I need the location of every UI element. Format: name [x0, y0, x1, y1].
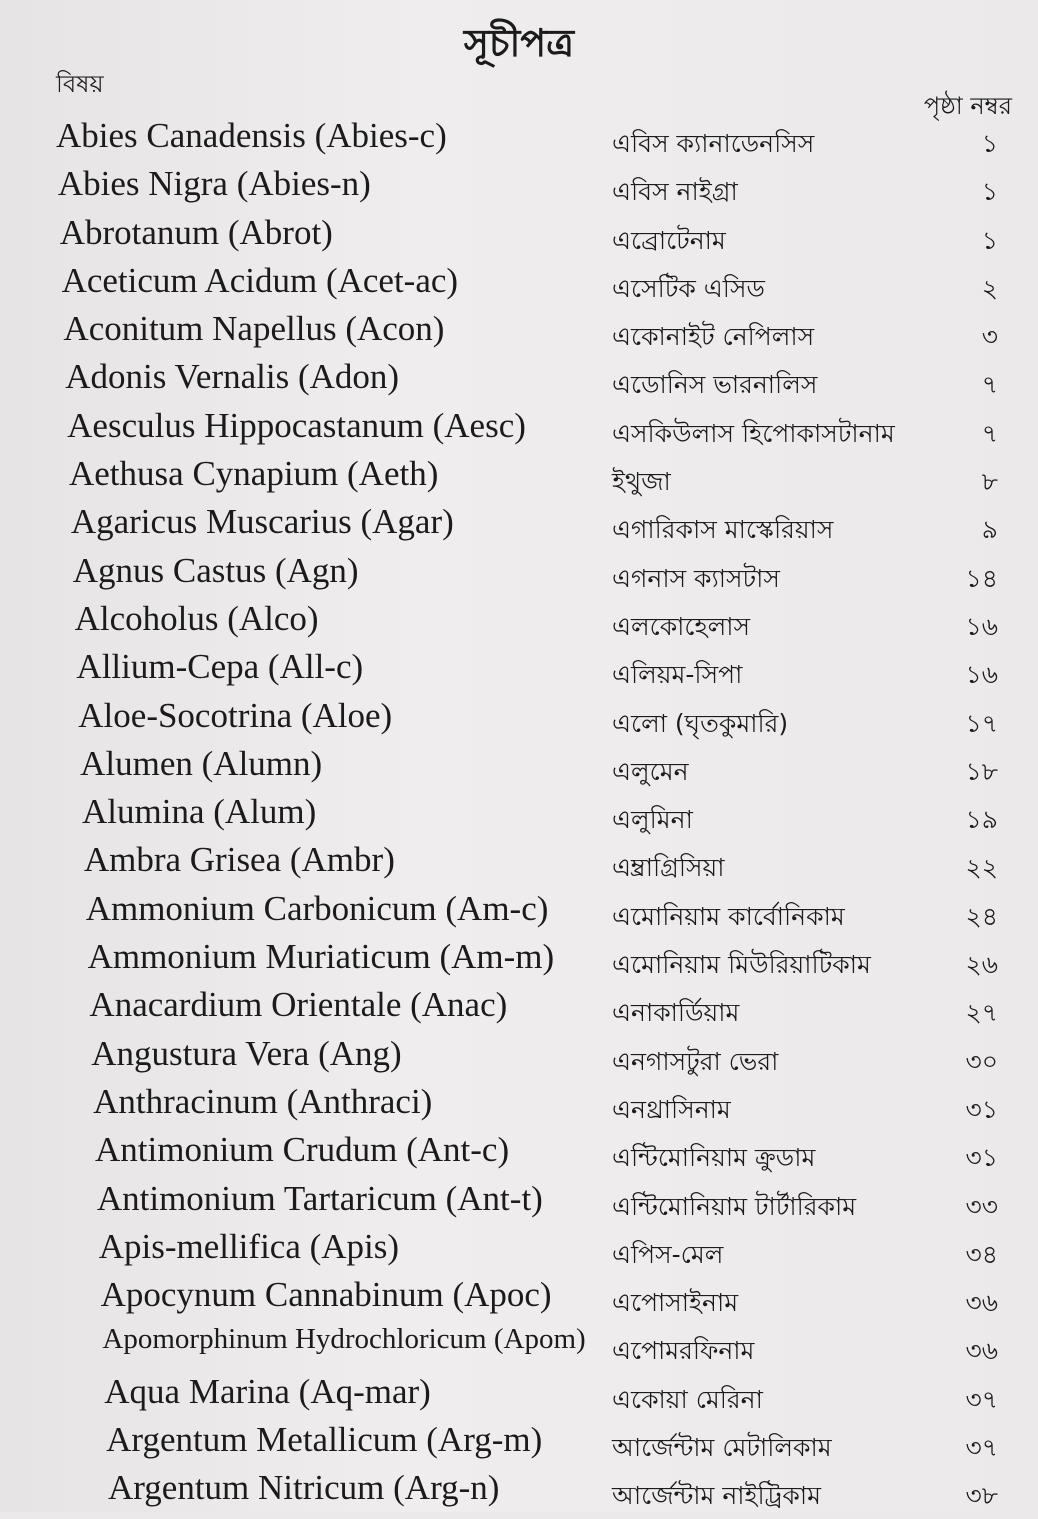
- entry-english-name: Ambra Grisea (Ambr): [83, 840, 395, 880]
- entry-bengali-name: এনথ্রাসিনাম: [612, 1094, 731, 1124]
- toc-entry: [0, 547, 1038, 595]
- entry-bengali-name: এবিস নাইগ্রা: [612, 177, 738, 207]
- entry-bengali-name: একোয়া মেরিনা: [612, 1384, 763, 1414]
- entry-page-number: ৩১: [965, 1094, 998, 1124]
- entry-bengali-name: এন্টিমোনিয়াম টার্টারিকাম: [612, 1191, 857, 1221]
- entry-page-number: ৩৩: [965, 1191, 998, 1221]
- toc-entry: [0, 981, 1038, 1029]
- table-of-contents: [0, 112, 1038, 1513]
- toc-entry: [0, 450, 1038, 498]
- entry-page-number: ২৭: [965, 998, 998, 1028]
- entry-page-number: ৯: [981, 515, 998, 545]
- entry-bengali-name: এম্ব্রাগ্রিসিয়া: [612, 853, 725, 883]
- entry-english-name: Ammonium Muriaticum (Am-m): [87, 937, 555, 977]
- entry-bengali-name: এব্রোটেনাম: [612, 225, 726, 255]
- entry-english-name: Adonis Vernalis (Adon): [65, 357, 400, 397]
- entry-english-name: Aceticum Acidum (Acet-ac): [61, 260, 459, 300]
- entry-bengali-name: এমোনিয়াম কার্বোনিকাম: [612, 901, 845, 931]
- toc-entry: [0, 1223, 1038, 1271]
- entry-english-name: Aesculus Hippocastanum (Aesc): [67, 405, 526, 445]
- page-title: সূচীপত্র: [463, 21, 575, 65]
- toc-entry: [0, 836, 1038, 884]
- entry-english-name: Alcoholus (Alco): [74, 598, 319, 638]
- entry-page-number: ২: [981, 273, 998, 303]
- entry-bengali-name: একোনাইট নেপিলাস: [612, 322, 815, 352]
- entry-page-number: ২৬: [965, 950, 998, 980]
- entry-page-number: ৮: [981, 467, 998, 497]
- toc-entry: [0, 353, 1038, 401]
- entry-bengali-name: এপোমরফিনাম: [612, 1336, 755, 1366]
- entry-english-name: Aloe-Socotrina (Aloe): [78, 695, 393, 735]
- toc-entry: [0, 595, 1038, 643]
- entry-page-number: ৩৮: [965, 1481, 998, 1511]
- entry-bengali-name: এবিস ক্যানাডেনসিস: [612, 129, 815, 158]
- entry-bengali-name: এন্টিমোনিয়াম ক্রুডাম: [612, 1143, 816, 1173]
- toc-entry: [0, 1416, 1038, 1464]
- entry-page-number: ৩৭: [965, 1384, 998, 1414]
- toc-entry: [0, 933, 1038, 981]
- entry-english-name: Agnus Castus (Agn): [72, 550, 359, 590]
- entry-english-name: Abies Nigra (Abies-n): [57, 164, 371, 204]
- toc-entry: [0, 1078, 1038, 1126]
- entry-bengali-name: এমোনিয়াম মিউরিয়াটিকাম: [612, 950, 871, 980]
- entry-english-name: Alumen (Alumn): [80, 743, 323, 783]
- entry-english-name: Aqua Marina (Aq-mar): [104, 1371, 431, 1411]
- entry-page-number: ৭: [981, 370, 998, 400]
- entry-english-name: Abrotanum (Abrot): [59, 212, 333, 252]
- entry-bengali-name: এলুমিনা: [612, 805, 693, 835]
- entry-page-number: ১৬: [965, 660, 998, 690]
- entry-page-number: ১৭: [965, 708, 998, 738]
- entry-bengali-name: আর্জেন্টাম নাইট্রিকাম: [612, 1481, 822, 1511]
- entry-english-name: Argentum Metallicum (Arg-m): [106, 1420, 543, 1460]
- entry-bengali-name: ইথুজা: [612, 467, 671, 497]
- toc-entry: [0, 498, 1038, 546]
- toc-entry: [0, 257, 1038, 305]
- toc-entry: [0, 112, 1038, 160]
- entry-english-name: Argentum Nitricum (Arg-n): [108, 1468, 500, 1508]
- entry-english-name: Antimonium Crudum (Ant-c): [95, 1130, 510, 1170]
- entry-bengali-name: এপিস-মেল: [612, 1239, 724, 1269]
- entry-page-number: ১: [981, 177, 998, 207]
- entry-english-name: Anthracinum (Anthraci): [93, 1081, 433, 1121]
- entry-bengali-name: আর্জেন্টাম মেটালিকাম: [612, 1433, 832, 1463]
- entry-bengali-name: এডোনিস ভারনালিস: [612, 370, 818, 400]
- entry-bengali-name: এসেটিক এসিড: [612, 273, 765, 303]
- entry-page-number: ৩৬: [965, 1336, 998, 1366]
- toc-entry: [0, 1271, 1038, 1319]
- toc-entry: [0, 1175, 1038, 1223]
- entry-english-name: Allium-Cepa (All-c): [76, 647, 364, 687]
- entry-english-name: Apis-mellifica (Apis): [98, 1226, 400, 1266]
- entry-english-name: Antimonium Tartaricum (Ant-t): [96, 1178, 543, 1218]
- toc-entry: [0, 1368, 1038, 1416]
- toc-entry: [0, 643, 1038, 691]
- entry-english-name: Apocynum Cannabinum (Apoc): [100, 1275, 552, 1315]
- entry-page-number: ৩০: [965, 1046, 998, 1076]
- entry-english-name: Ammonium Carbonicum (Am-c): [85, 888, 549, 928]
- toc-entry: [0, 692, 1038, 740]
- entry-english-name: Aethusa Cynapium (Aeth): [69, 454, 439, 494]
- toc-entry: [0, 788, 1038, 836]
- entry-bengali-name: এনগাসটুরা ভেরা: [612, 1046, 779, 1076]
- entry-english-name: Anacardium Orientale (Anac): [89, 985, 508, 1025]
- toc-entry: [0, 1464, 1038, 1512]
- entry-bengali-name: এলুমেন: [612, 756, 689, 786]
- entry-bengali-name: এলকোহেলাস: [612, 611, 751, 641]
- entry-bengali-name: এসকিউলাস হিপোকাসটানাম: [612, 418, 895, 448]
- entry-page-number: ১: [981, 129, 998, 158]
- toc-entry: [0, 885, 1038, 933]
- entry-page-number: ১৯: [965, 805, 998, 835]
- entry-page-number: ২৪: [965, 901, 998, 931]
- entry-page-number: ৩৪: [965, 1239, 998, 1269]
- toc-entry: [0, 305, 1038, 353]
- entry-page-number: ৩৭: [965, 1433, 998, 1463]
- entry-page-number: ৩১: [965, 1143, 998, 1173]
- toc-entry: [0, 1319, 1038, 1367]
- toc-entry: [0, 1030, 1038, 1078]
- toc-entry: [0, 402, 1038, 450]
- entry-page-number: ১৬: [965, 611, 998, 641]
- entry-english-name: Agaricus Muscarius (Agar): [70, 502, 454, 542]
- entry-page-number: ১: [981, 225, 998, 255]
- entry-page-number: ১৮: [965, 756, 998, 786]
- entry-bengali-name: এগারিকাস মাস্কেরিয়াস: [612, 515, 834, 545]
- toc-entry: [0, 1126, 1038, 1174]
- toc-entry: [0, 740, 1038, 788]
- page-number-column-header: পৃষ্ঠা নম্বর: [923, 92, 1012, 120]
- entry-bengali-name: এলো (ঘৃতকুমারি): [612, 708, 789, 738]
- entry-english-name: Apomorphinum Hydrochloricum (Apom): [102, 1323, 586, 1356]
- entry-english-name: Abies Canadensis (Abies-c): [56, 116, 447, 155]
- entry-bengali-name: এগনাস ক্যাসটাস: [612, 563, 780, 593]
- toc-entry: [0, 209, 1038, 257]
- entry-page-number: ২২: [965, 853, 998, 883]
- entry-page-number: ১৪: [965, 563, 998, 593]
- toc-entry: [0, 160, 1038, 208]
- entry-bengali-name: এপোসাইনাম: [612, 1288, 739, 1318]
- entry-page-number: ৩৬: [965, 1288, 998, 1318]
- entry-bengali-name: এলিয়ম-সিপা: [612, 660, 743, 690]
- entry-english-name: Angustura Vera (Ang): [91, 1033, 402, 1073]
- entry-page-number: ৩: [981, 322, 998, 352]
- subject-column-header: বিষয়: [56, 70, 104, 98]
- entry-english-name: Aconitum Napellus (Acon): [63, 309, 445, 349]
- entry-english-name: Alumina (Alum): [82, 792, 317, 832]
- entry-bengali-name: এনাকার্ডিয়াম: [612, 998, 740, 1028]
- entry-page-number: ৭: [981, 418, 998, 448]
